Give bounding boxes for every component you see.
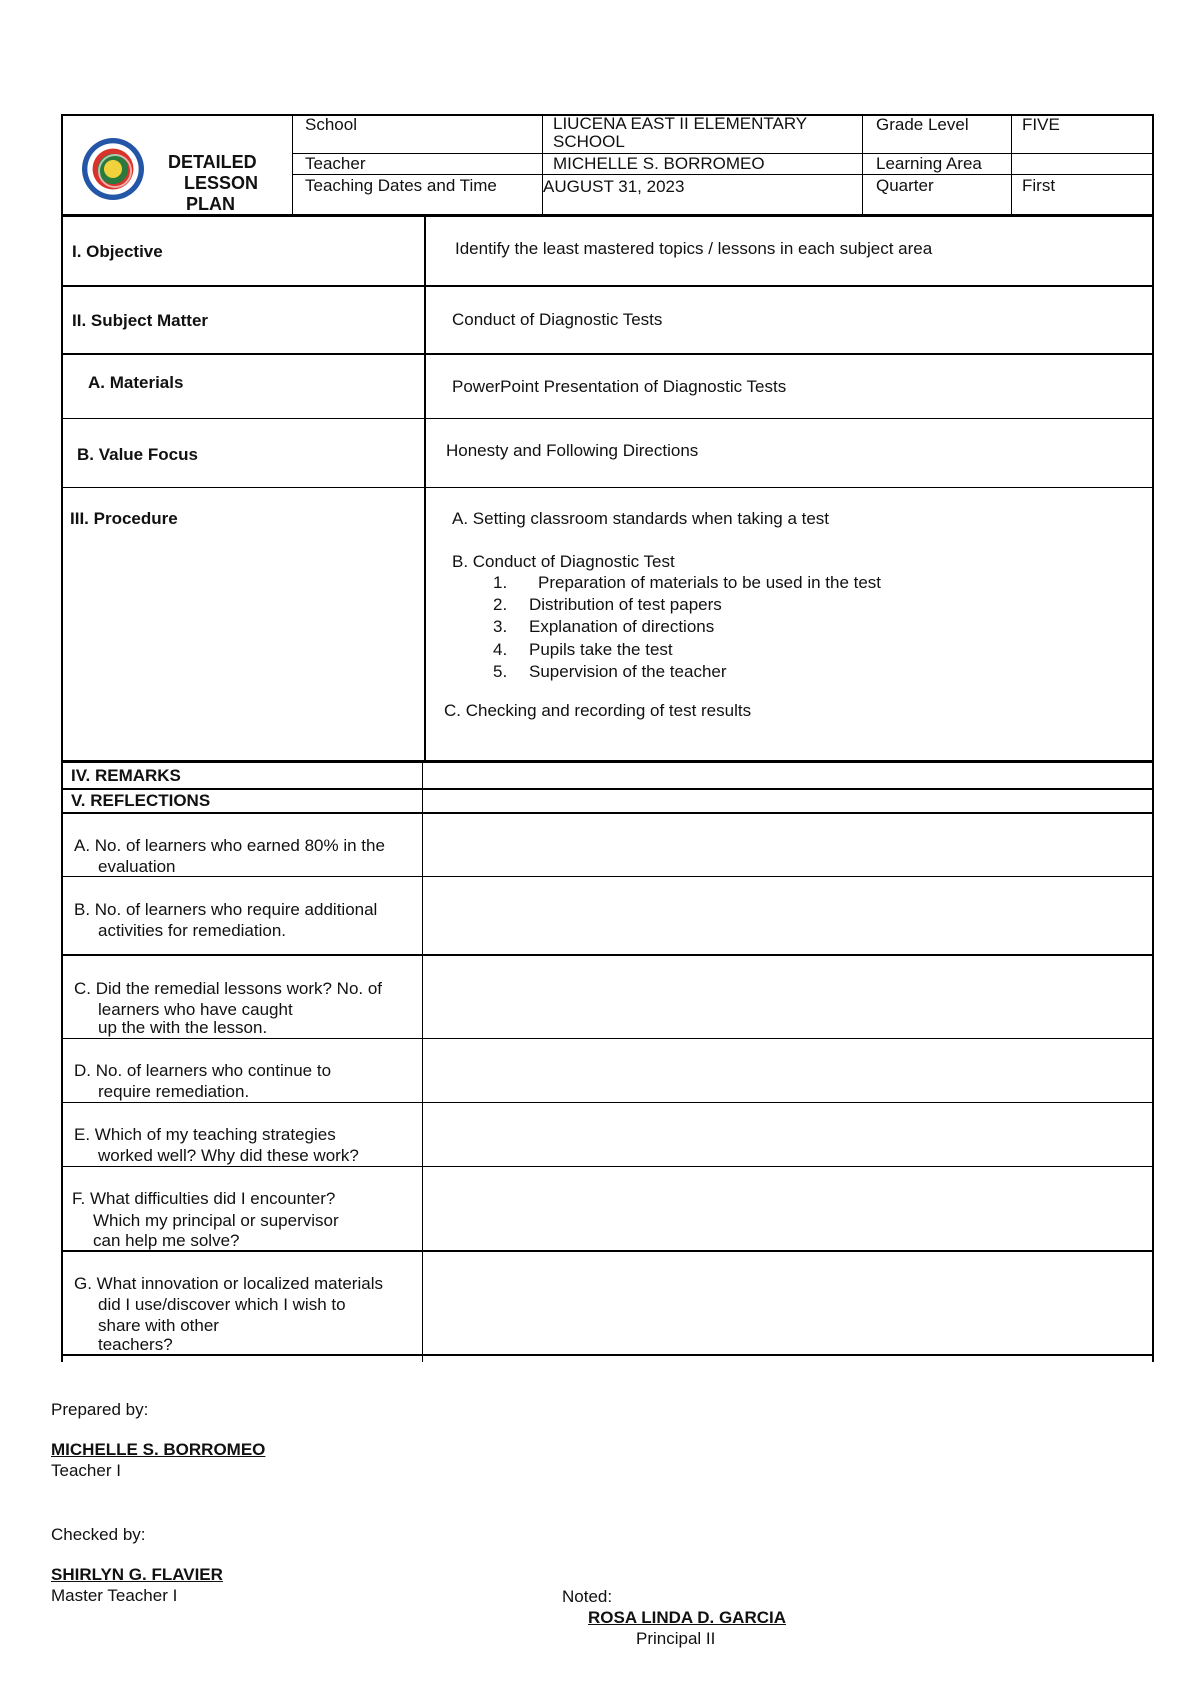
reflection-f-line3: can help me solve? (93, 1231, 240, 1250)
reflection-g-line4: teachers? (98, 1335, 173, 1354)
checked-by-title: Master Teacher I (51, 1586, 178, 1605)
lesson-plan-title-3: PLAN (186, 194, 235, 214)
quarter-label: Quarter (876, 176, 934, 195)
reflection-g-line1: G. What innovation or localized materials (74, 1274, 383, 1293)
procedure-step-text: Explanation of directions (529, 617, 715, 636)
value-focus-value: Honesty and Following Directions (446, 441, 699, 460)
quarter-value: First (1022, 176, 1056, 195)
reflection-d-line1: D. No. of learners who continue to (74, 1061, 332, 1080)
reflections-label: V. REFLECTIONS (71, 791, 211, 810)
reflection-f-line2: Which my principal or supervisor (93, 1211, 339, 1230)
lesson-plan-title-2: LESSON (184, 173, 259, 193)
procedure-step-number: 4. (493, 640, 508, 659)
noted-title: Principal II (636, 1629, 716, 1648)
reflection-e-line2: worked well? Why did these work? (98, 1146, 359, 1165)
materials-label: A. Materials (88, 373, 184, 392)
subject-matter-label: II. Subject Matter (72, 311, 209, 330)
teacher-label: Teacher (305, 154, 366, 173)
noted-name: ROSA LINDA D. GARCIA (588, 1608, 787, 1627)
prepared-by-name: MICHELLE S. BORROMEO (51, 1440, 266, 1459)
prepared-by-label: Prepared by: (51, 1400, 149, 1419)
procedure-step-number: 5. (493, 662, 508, 681)
reflection-f-line1: F. What difficulties did I encounter? (72, 1189, 336, 1208)
objective-label: I. Objective (72, 242, 163, 261)
reflection-a-line2: evaluation (98, 857, 176, 876)
reflection-a-line1: A. No. of learners who earned 80% in the (74, 836, 385, 855)
reflection-c-line2: learners who have caught (98, 1000, 293, 1019)
teacher-value: MICHELLE S. BORROMEO (553, 154, 765, 173)
lesson-plan-title-1: DETAILED (168, 152, 257, 172)
procedure-label: III. Procedure (70, 509, 178, 528)
procedure-step-number: 1. (493, 573, 508, 592)
procedure-step-number: 2. (493, 595, 508, 614)
reflection-b-line2: activities for remediation. (98, 921, 287, 940)
remarks-label: IV. REMARKS (71, 766, 181, 785)
dates-value: AUGUST 31, 2023 (543, 177, 685, 196)
procedure-b: B. Conduct of Diagnostic Test (452, 552, 675, 571)
seal-center-icon (98, 154, 132, 188)
reflection-e-line1: E. Which of my teaching strategies (74, 1125, 336, 1144)
reflection-d-line2: require remediation. (98, 1082, 250, 1101)
objective-value: Identify the least mastered topics / lessons in each subject area (455, 239, 933, 258)
procedure-a: A. Setting classroom standards when taking a test (452, 509, 830, 528)
procedure-step-text: Distribution of test papers (529, 595, 722, 614)
checked-by-name: SHIRLYN G. FLAVIER (51, 1565, 223, 1584)
school-label: School (305, 115, 357, 134)
procedure-step-number: 3. (493, 617, 508, 636)
value-focus-label: B. Value Focus (77, 445, 198, 464)
procedure-step-text: Preparation of materials to be used in the test (538, 573, 882, 592)
reflection-g-line2: did I use/discover which I wish to (98, 1295, 346, 1314)
learning-area-label: Learning Area (876, 154, 982, 173)
procedure-c: C. Checking and recording of test results (444, 701, 752, 720)
subject-matter-value: Conduct of Diagnostic Tests (452, 310, 663, 329)
materials-value: PowerPoint Presentation of Diagnostic Tests (452, 377, 787, 396)
school-value: LIUCENA EAST II ELEMENTARY SCHOOL (553, 114, 807, 151)
checked-by-label: Checked by: (51, 1525, 146, 1544)
grade-level-label: Grade Level (876, 115, 969, 134)
reflection-g-line3: share with other (98, 1316, 219, 1335)
grade-level-value: FIVE (1022, 115, 1060, 134)
reflection-c-line3: up the with the lesson. (98, 1018, 268, 1037)
procedure-step-text: Pupils take the test (529, 640, 673, 659)
reflection-b-line1: B. No. of learners who require additional (74, 900, 378, 919)
dates-label: Teaching Dates and Time (305, 176, 497, 195)
prepared-by-title: Teacher I (51, 1461, 121, 1480)
noted-label: Noted: (562, 1587, 613, 1606)
reflection-c-line1: C. Did the remedial lessons work? No. of (74, 979, 383, 998)
procedure-step-text: Supervision of the teacher (529, 662, 727, 681)
